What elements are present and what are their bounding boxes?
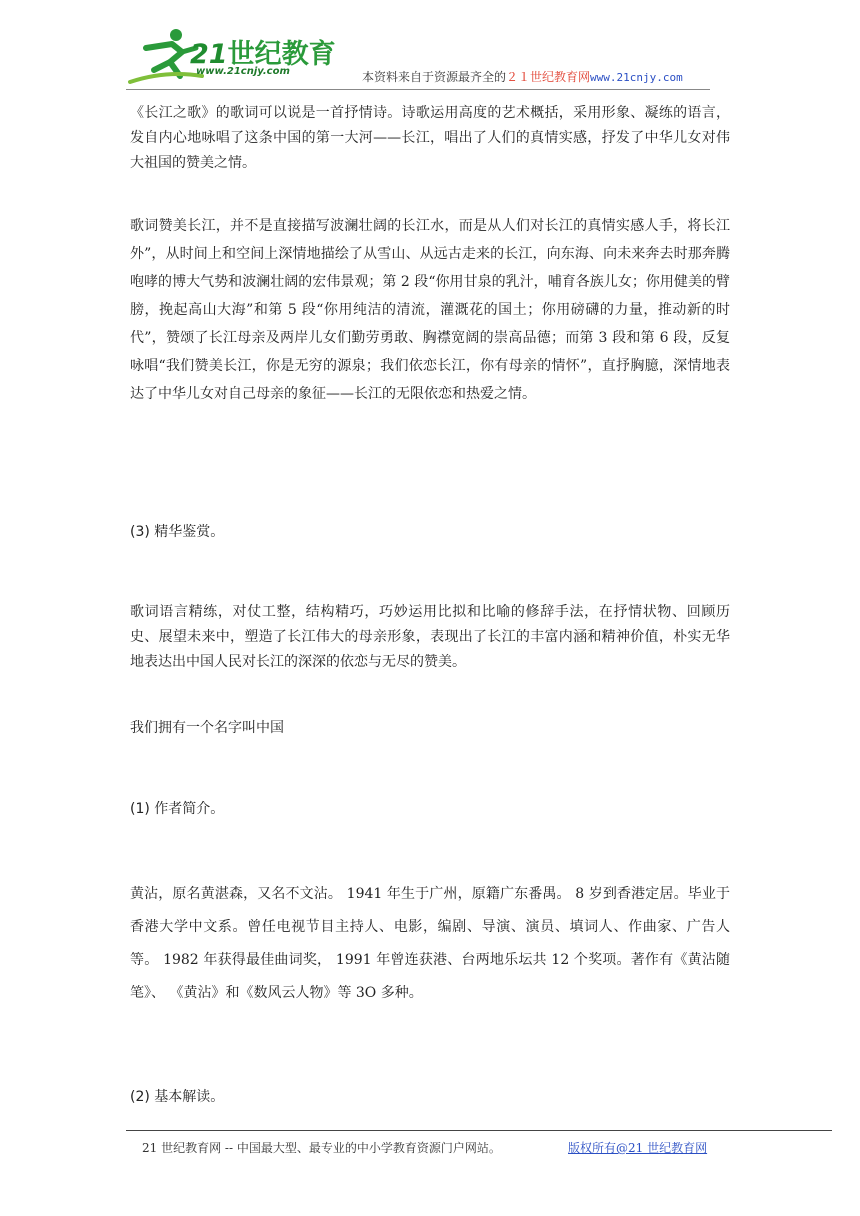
section-heading-1: (1) 作者简介。 [130,801,225,817]
logo-url: www.21cnjy.com [196,66,290,77]
paragraph-analysis: 歌词赞美长江，并不是直接描写波澜壮阔的长江水，而是从人们对长江的真情实感人手，将长江外”，从时间上和空间上深情地描绘了从雪山、从远古走来的长江，向东海、向未来奔去时那奔腾咆哮的博大气势和波澜壮阔的宏伟景观；第 2 段“你用甘泉的乳汁，哺育各族儿女；你用健美的臂膀，挽起高山大海”和第 5 段“你用纯洁的清流，灌溉花的国土；你用磅礴的力量，推动新的时代”，赞颂了长江母亲及两岸儿女们勤劳勇敢、胸襟宽阔的崇高品德；而第 3 段和第 6 段，反复咏唱“我们赞美长江，你是无穷的源泉；我们依恋长江，你有母亲的情怀”，直抒胸臆，深情地表达了中华儿女对自己母亲的象征——长江的无限依恋和热爱之情。 [130,218,730,402]
paragraph-intro: 《长江之歌》的歌词可以说是一首抒情诗。诗歌运用高度的艺术概括，采用形象、凝练的语言，发自内心地咏唱了这条中国的第一大河——长江，唱出了人们的真情实感，抒发了中华儿女对伟大祖国的赞美之情。 [130,105,730,171]
paragraph-appreciation: 歌词语言精练，对仗工整，结构精巧，巧妙运用比拟和比喻的修辞手法，在抒情状物、回顾历史、展望未来中，塑造了长江伟大的母亲形象，表现出了长江的丰富内涵和精神价值，朴实无华地表达出中国人民对长江的深深的依恋与无尽的赞美。 [130,604,730,670]
footer-divider [126,1130,832,1131]
header-notice: 本资料来自于资源最齐全的２１世纪教育网www.21cnjy.com [362,70,683,84]
header-divider [126,89,710,90]
section-heading-3: (3) 精华鉴赏。 [130,524,225,540]
section-heading-2: (2) 基本解读。 [130,1089,225,1105]
logo-brand: 21世纪教育 [190,39,336,70]
page-header [0,0,860,92]
song-title: 我们拥有一个名字叫中国 [130,720,284,736]
header-site-link[interactable]: ２１世纪教育网 [506,70,591,84]
footer-text: 21 世纪教育网 -- 中国最大型、最专业的中小学教育资源门户网站。 [142,1141,501,1155]
paragraph-author: 黄沾，原名黄湛森，又名不文沾。 1941 年生于广州，原籍广东番禺。 8 岁到香港定居。毕业于香港大学中文系。曾任电视节目主持人、电影，编剧、导演、演员、填词人、作曲家、广告人等。 1982 年获得最佳曲词奖， 1991 年曾连获港、台两地乐坛共 12 个奖项。著作有《黄沾随笔》、 《黄沾》和《数风云人物》等 3O 多种。 [130,886,730,1001]
header-url-link[interactable]: www.21cnjy.com [590,71,683,84]
site-logo[interactable] [126,26,356,88]
footer-copyright-link[interactable]: 版权所有@21 世纪教育网 [568,1141,708,1155]
